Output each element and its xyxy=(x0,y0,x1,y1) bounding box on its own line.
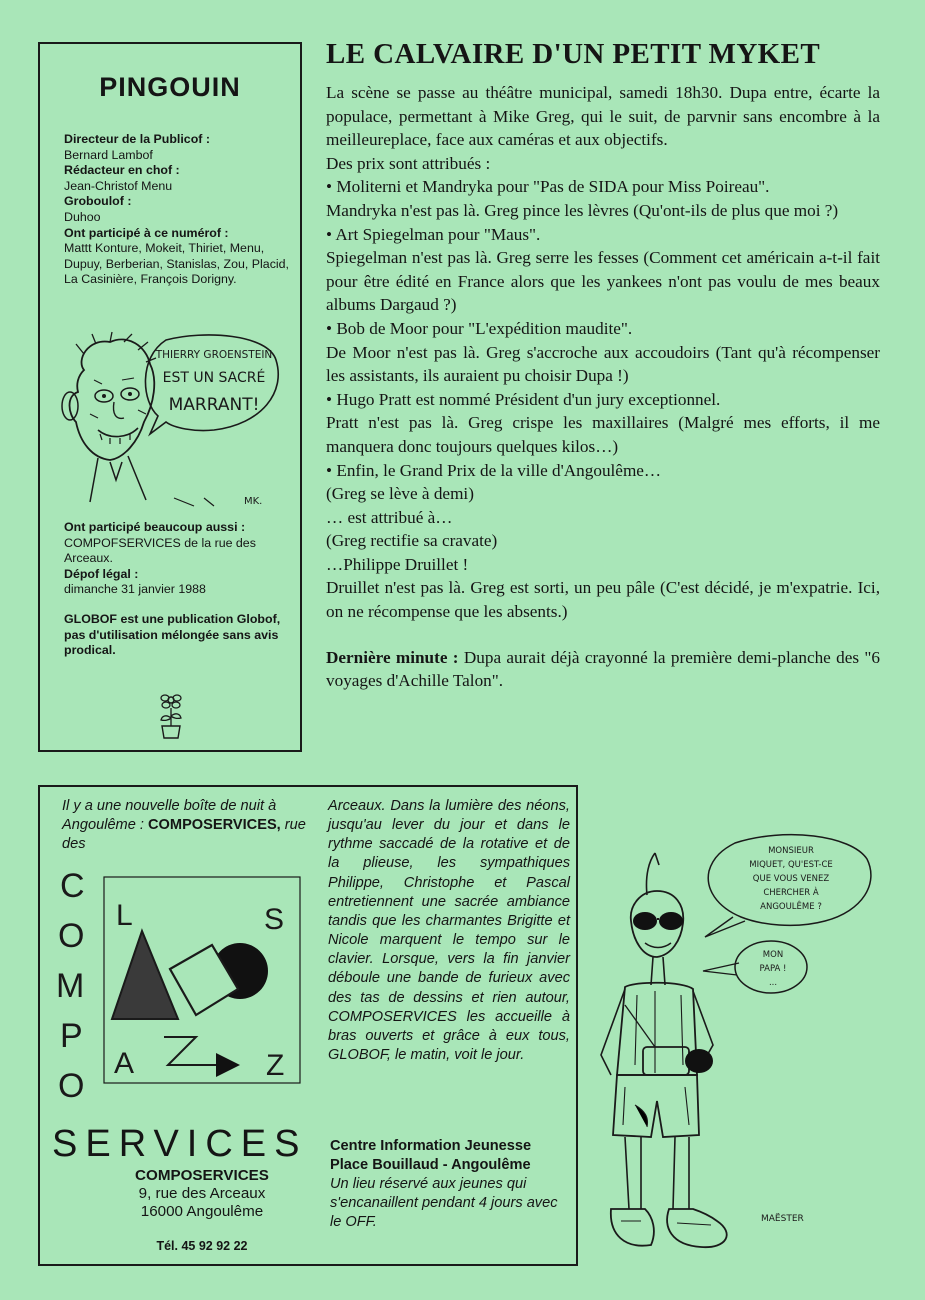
ad-intro xyxy=(62,797,310,854)
credit-label: Groboulof : xyxy=(64,194,132,209)
last-minute-label: Dernière minute : xyxy=(326,647,459,667)
credit-label: Dépof légal : xyxy=(64,566,139,581)
balloon-line: THIERRY GROENSTEIN xyxy=(155,349,273,361)
article-paragraph: • Moliterni et Mandryka pour "Pas de SIDA pour Miss Poireau". xyxy=(326,177,770,197)
credit-value: Jean-Christof Menu xyxy=(64,178,173,193)
balloon-line: MONSIEUR xyxy=(768,846,814,856)
artist-signature: MK. xyxy=(244,496,263,507)
article-title: LE CALVAIRE D'UN PETIT MYKET xyxy=(326,38,821,70)
logo-letter: Z xyxy=(266,1049,285,1082)
last-minute-text: Dupa aurait déjà crayonné la première demi-planche des "6 voyages d'Achille Talon". xyxy=(326,647,880,691)
article-paragraph: • Hugo Pratt est nommé Président d'un jury exceptionnel. xyxy=(326,389,721,409)
credit-label: Ont participé beaucoup aussi : xyxy=(64,520,246,534)
balloon-line: ... xyxy=(768,978,778,988)
credit-label: Rédacteur en chof : xyxy=(64,163,180,178)
ad-address xyxy=(102,1167,302,1255)
cartoon-character-illustration xyxy=(585,825,885,1265)
credit-value: Bernard Lambof xyxy=(64,147,153,162)
article-paragraph: • Art Spiegelman pour "Maus". xyxy=(326,224,541,244)
cij-description: Un lieu réservé aux jeunes qui s'encanaillent pendant 4 jours avec le OFF. xyxy=(330,1176,558,1230)
article-paragraph: Druillet n'est pas là. Greg est sorti, un peu pâle (C'est décidé, je m'expatrie. Ici, on ne récompense que les absents.) xyxy=(326,578,880,622)
ad-intro-text: Il y a une nouvelle boîte de nuit à Angoulême : xyxy=(62,798,277,833)
logo-letter: O xyxy=(58,917,85,955)
ad-body-text: Arceaux. Dans la lumière des néons, jusqu'au lever du jour et dans le rythme saccadé de la rotative et de la plieuse, les sympathiques Philippe, Christophe et Pascal entretiennent une sacrée ambiance tandis que les charmantes Brigitte et Nicole marquent le tempo sur le clavier. Lorsque, vers la fin janvier déboule une bande de furieux avec des tas de dessins et rien autour, COMPOSERVICES les accueille à bras ouverts et grâce à eux tous, GLOBOF, le matin, voit le jour. xyxy=(328,798,570,1064)
credit-label: Directeur de la Publicof : xyxy=(64,132,210,146)
article-paragraph: …Philippe Druillet ! xyxy=(326,554,469,574)
logo-letter: O xyxy=(58,1067,85,1105)
cij-address: Place Bouillaud - Angoulême xyxy=(330,1157,531,1173)
ad-intro-tail: rue des xyxy=(62,817,306,852)
article-paragraph: … est attribué à… xyxy=(326,507,453,527)
youth-center-info xyxy=(330,1137,572,1232)
logo-letter: M xyxy=(56,967,85,1005)
credit-value: dimanche 31 janvier 1988 xyxy=(64,582,206,597)
balloon-line: ANGOULÊME ? xyxy=(760,902,822,912)
logo-letter: C xyxy=(60,869,85,905)
article-paragraph: • Enfin, le Grand Prix de la ville d'Angoulême… xyxy=(326,460,662,480)
article xyxy=(326,38,880,693)
address-line: 9, rue des Arceaux xyxy=(138,1185,266,1202)
address-line: 16000 Angoulême xyxy=(140,1203,264,1220)
phone-number: Tél. 45 92 92 22 xyxy=(156,1239,248,1253)
logo-letter: L xyxy=(116,899,133,932)
article-paragraph: De Moor n'est pas là. Greg s'accroche aux accoudoirs (Tant qu'à récompenser les assistants, ils auraient pu choisir Dupa !) xyxy=(326,342,880,386)
credit-value: Mattt Konture, Mokeit, Thiriet, Menu, Dupuy, Berberian, Stanislas, Zou, Placid, La Casinière, François Dorigny. xyxy=(64,241,289,287)
credit-value: COMPOFSERVICES de la rue des Arceaux. xyxy=(64,535,256,566)
logo-letter: P xyxy=(60,1017,83,1055)
article-paragraph: (Greg se lève à demi) xyxy=(326,484,474,504)
artist-signature: MAËSTER xyxy=(761,1214,804,1224)
credit-label: Ont participé à ce numérof : xyxy=(64,225,229,240)
logo-letter: A xyxy=(114,1047,135,1080)
composervices-logo xyxy=(50,869,312,1119)
last-minute-paragraph xyxy=(326,646,880,693)
article-paragraph: Pratt n'est pas là. Greg crispe les maxillaires (Malgré mes efforts, il me manquera donc toujours quelques kilos…) xyxy=(326,413,880,456)
flower-pot-icon xyxy=(156,692,186,740)
article-paragraph: (Greg rectifie sa cravate) xyxy=(326,531,498,551)
balloon-line: MIQUET, QU'EST-CE xyxy=(749,860,833,870)
logo-word: SERVICES xyxy=(52,1123,308,1165)
credit-value: Duhoo xyxy=(64,209,101,224)
masthead-title: PINGOUIN xyxy=(99,72,241,102)
logo-letter: S xyxy=(264,903,285,936)
balloon-line: PAPA ! xyxy=(759,964,787,974)
article-paragraph: La scène se passe au théâtre municipal, samedi 18h30. Dupa entre, écarte la populace, permettant à Mike Greg, qui le suit, de parvnir sans encombre à la meilleureplace, face aux caméras et aux objectifs. xyxy=(326,83,880,150)
balloon-line: MON xyxy=(762,950,784,960)
cij-title: Centre Information Jeunesse xyxy=(330,1138,532,1154)
article-paragraph: Spiegelman n'est pas là. Greg serre les fesses (Comment cet américain a-t-il fait pour être édité en France alors que les yankees n'ont pas voulu de mes beaux albums Dargaud ?) xyxy=(326,248,880,315)
masthead-box xyxy=(38,42,302,752)
article-paragraph: Mandryka n'est pas là. Greg pince les lèvres (Qu'ont-ils de plus que moi ?) xyxy=(326,200,839,220)
credits-list xyxy=(64,132,296,288)
article-paragraph: • Bob de Moor pour "L'expédition maudite". xyxy=(326,318,633,338)
advertisement-box xyxy=(38,785,578,1266)
publication-note: GLOBOF est une publication Globof, pas d'utilisation mélongée sans avis prodical. xyxy=(64,611,281,658)
balloon-line: EST UN SACRÉ xyxy=(162,370,266,386)
ad-intro-brand: COMPOSERVICES, xyxy=(148,817,281,833)
caricature-illustration xyxy=(54,330,290,510)
balloon-line: MARRANT! xyxy=(168,395,260,415)
balloon-line: CHERCHER À xyxy=(763,888,819,898)
balloon-line: QUE VOUS VENEZ xyxy=(752,874,830,884)
article-paragraph: Des prix sont attribués : xyxy=(326,153,491,173)
address-name: COMPOSERVICES xyxy=(135,1167,269,1184)
credits-extra xyxy=(64,520,300,659)
